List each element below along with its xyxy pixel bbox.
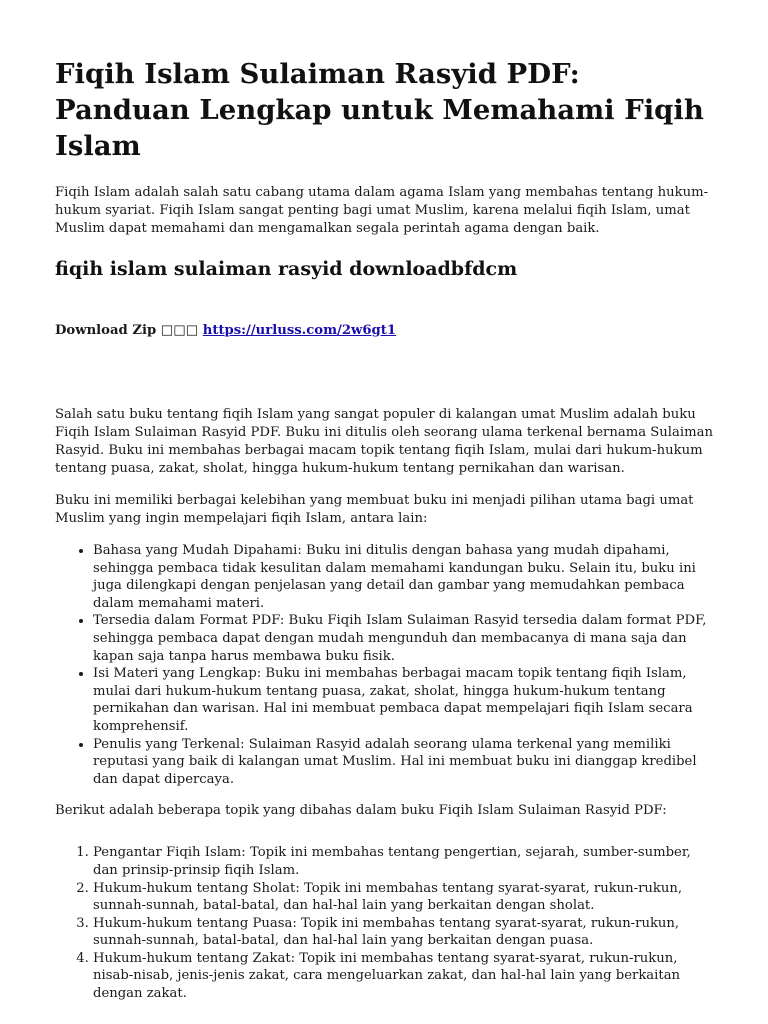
advantages-list: [55, 542, 713, 788]
list-item: • Tersedia dalam Format PDF: Buku Fiqih Islam Sulaiman Rasyid tersedia dalam format PDF, sehingga pembaca dapat dengan mudah mengunduh dan membacanya di mana saja dan kapan saja tanpa harus membawa buku fisik.: [93, 612, 713, 665]
download-label: Download Zip □□□: [55, 323, 199, 338]
list-item: 3. Hukum-hukum tentang Puasa: Topik ini membahas tentang syarat-syarat, rukun-rukun, sunnah-sunnah, batal-batal, dan hal-hal lain yang berkaitan dengan puasa.: [93, 915, 713, 950]
download-line: [55, 322, 713, 340]
list-item: 4. Hukum-hukum tentang Zakat: Topik ini membahas tentang syarat-syarat, rukun-rukun, nisab-nisab, jenis-jenis zakat, cara mengeluarkan zakat, dan hal-hal lain yang berkaitan dengan zakat.: [93, 950, 713, 1003]
intro-paragraph: Fiqih Islam adalah salah satu cabang utama dalam agama Islam yang membahas tentang hukum-hukum syariat. Fiqih Islam sangat penting bagi umat Muslim, karena melalui fiqih Islam, umat Muslim dapat memahami dan mengamalkan segala perintah agama dengan baik.: [55, 185, 709, 236]
list-item: • Isi Materi yang Lengkap: Buku ini membahas berbagai macam topik tentang fiqih Islam, mulai dari hukum-hukum tentang puasa, zakat, sholat, hingga hukum-hukum tentang pernikahan dan warisan. Hal ini membuat pembaca dapat mempelajari fiqih Islam secara komprehensif.: [93, 665, 713, 735]
list-item: • Bahasa yang Mudah Dipahami: Buku ini ditulis dengan bahasa yang mudah dipahami, sehingga pembaca tidak kesulitan dalam memahami kandungan buku. Selain itu, buku ini juga dilengkapi dengan penjelasan yang detail dan gambar yang memudahkan pembaca dalam memahami materi.: [93, 542, 713, 612]
download-link[interactable]: https://urluss.com/2w6gt1: [202, 323, 397, 338]
advantages-intro-paragraph: Buku ini memiliki berbagai kelebihan yang membuat buku ini menjadi pilihan utama bagi umat Muslim yang ingin mempelajari fiqih Islam, antara lain:: [55, 493, 694, 526]
book-description-paragraph: Salah satu buku tentang fiqih Islam yang sangat populer di kalangan umat Muslim adalah buku Fiqih Islam Sulaiman Rasyid PDF. Buku ini ditulis oleh seorang ulama terkenal bernama Sulaiman Rasyid. Buku ini membahas berbagai macam topik tentang fiqih Islam, mulai dari hukum-hukum tentang puasa, zakat, sholat, hingga hukum-hukum tentang pernikahan dan warisan.: [55, 407, 713, 476]
subheading: fiqih islam sulaiman rasyid downloadbfdcm: [55, 258, 518, 280]
topics-intro-paragraph: Berikut adalah beberapa topik yang dibahas dalam buku Fiqih Islam Sulaiman Rasyid PDF:: [55, 803, 667, 819]
topics-list: [55, 844, 713, 1002]
page-title: Fiqih Islam Sulaiman Rasyid PDF: Panduan Lengkap untuk Memahami Fiqih Islam: [55, 58, 704, 162]
list-item: • Penulis yang Terkenal: Sulaiman Rasyid adalah seorang ulama terkenal yang memiliki reputasi yang baik di kalangan umat Muslim. Hal ini membuat buku ini dianggap kredibel dan dapat dipercaya.: [93, 736, 713, 789]
list-item: 2. Hukum-hukum tentang Sholat: Topik ini membahas tentang syarat-syarat, rukun-rukun, sunnah-sunnah, batal-batal, dan hal-hal lain yang berkaitan dengan sholat.: [93, 880, 713, 915]
list-item: 1. Pengantar Fiqih Islam: Topik ini membahas tentang pengertian, sejarah, sumber-sumber, dan prinsip-prinsip fiqih Islam.: [93, 844, 713, 879]
